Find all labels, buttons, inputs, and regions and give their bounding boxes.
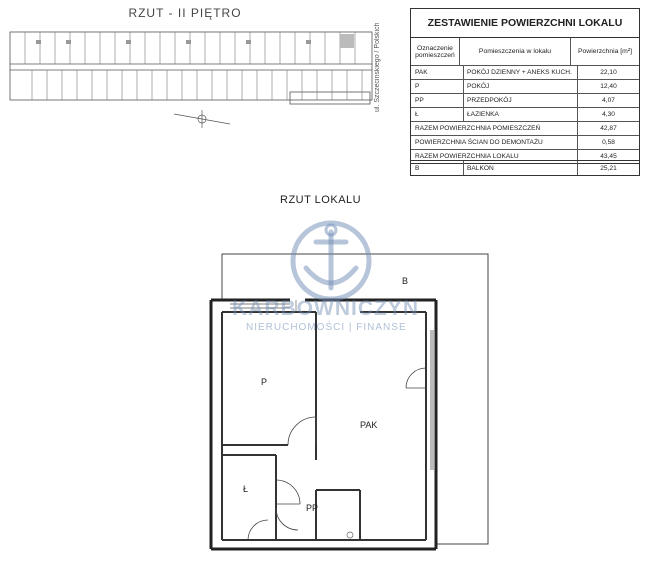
room-label-pokoj: P xyxy=(261,377,268,387)
sum-area: 43,45 xyxy=(600,153,617,160)
row-name: ŁAZIENKA xyxy=(464,108,578,121)
watermark-sub: NIERUCHOMOŚCI | FINANSE xyxy=(246,322,407,333)
sum-area: 0,58 xyxy=(602,139,615,146)
row-area: 22,10 xyxy=(600,69,617,76)
sum-label: RAZEM POWIERZCHNIA POMIESZCZEŃ xyxy=(411,122,578,135)
row-area: 4,07 xyxy=(602,97,615,104)
row-area: 4,30 xyxy=(602,111,615,118)
table-title: ZESTAWIENIE POWIERZCHNI LOKALU xyxy=(411,9,639,38)
building-plan-title: RZUT - II PIĘTRO xyxy=(128,6,242,20)
row-name: PRZEDPOKÓJ xyxy=(464,94,578,107)
row-code: PAK xyxy=(411,66,464,79)
sum-area: 42,87 xyxy=(600,125,617,132)
header-code: Oznaczenie pomieszczeń xyxy=(411,38,460,65)
sum-label: POWIERZCHNIA ŚCIAN DO DEMONTAŻU xyxy=(411,136,578,149)
row-area: 12,40 xyxy=(600,83,617,90)
header-name: Pomieszczenia w lokalu xyxy=(460,38,571,65)
row-name: POKÓJ DZIENNY + ANEKS KUCH. xyxy=(464,66,578,79)
row-code: P xyxy=(411,80,464,93)
street-label: ul. Szczecinskiego / Polskich xyxy=(374,22,381,112)
balcony-area: 25,21 xyxy=(600,164,617,172)
anchor-icon xyxy=(288,218,374,304)
room-label-pak: PAK xyxy=(360,420,378,430)
sum-label: RAZEM POWIERZCHNIA LOKALU xyxy=(411,150,578,163)
balcony-name: BALKON xyxy=(464,161,578,175)
unit-plan-title: RZUT LOKALU xyxy=(280,194,362,206)
room-label-balkon: B xyxy=(402,276,409,286)
header-area: Powierzchnia [m²] xyxy=(577,48,632,55)
room-label-przedpokoj: PP xyxy=(306,503,319,513)
watermark-brand: KARBOWNICZYN xyxy=(232,297,419,320)
row-code: PP xyxy=(411,94,464,107)
row-code: Ł xyxy=(411,108,464,121)
row-name: POKÓJ xyxy=(464,80,578,93)
room-label-lazienka: Ł xyxy=(243,484,249,494)
balcony-code: B xyxy=(411,161,464,175)
